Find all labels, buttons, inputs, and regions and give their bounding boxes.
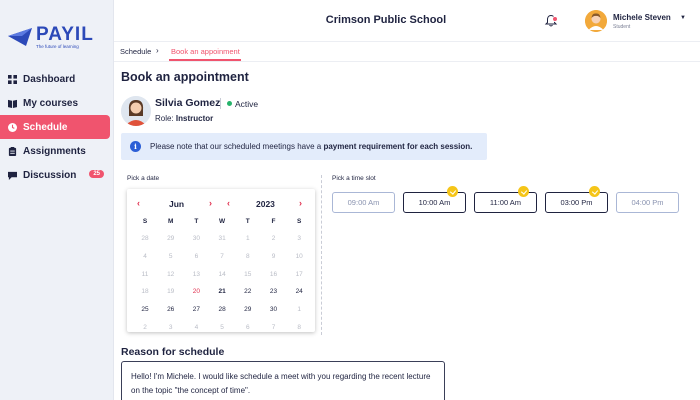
calendar-day[interactable]: 13 (192, 270, 200, 278)
breadcrumb-active-underline (169, 59, 241, 61)
weekday-label: T (245, 218, 250, 225)
page-title: Book an appointment (121, 70, 249, 84)
sidebar-item-dashboard[interactable] (0, 67, 114, 91)
grid-icon (8, 75, 17, 84)
calendar-day[interactable]: 9 (271, 252, 276, 260)
calendar-day[interactable]: 18 (141, 288, 149, 296)
breadcrumb-current[interactable]: Book an appoinment (171, 47, 240, 56)
sidebar-item-label: Dashboard (23, 73, 76, 85)
calendar-day[interactable]: 28 (141, 235, 149, 242)
calendar-day[interactable]: 6 (194, 252, 199, 260)
calendar-day[interactable]: 25 (141, 306, 149, 314)
time-slot-label: 09:00 Am (347, 198, 380, 207)
time-slot-label: 11:00 Am (489, 198, 522, 207)
user-portrait-icon (585, 10, 607, 32)
sidebar-item-label: Schedule (23, 121, 68, 133)
reason-textarea[interactable]: Hello! I'm Michele. I would like schedule a meet with you regarding the recent lecture on the topic "the concept of time". (121, 361, 445, 400)
calendar-day[interactable]: 8 (245, 252, 250, 260)
calendar-day[interactable]: 16 (269, 270, 278, 278)
time-slot-button[interactable] (403, 192, 466, 213)
calendar-day[interactable]: 23 (269, 288, 278, 296)
calendar-day[interactable]: 10 (295, 252, 303, 260)
calendar-day[interactable]: 22 (244, 288, 252, 296)
time-slot-button[interactable] (332, 192, 395, 213)
calendar-day[interactable]: 1 (297, 306, 301, 314)
clock-icon (8, 123, 17, 132)
sidebar-item-label: My courses (23, 97, 79, 109)
calendar-day[interactable]: 3 (168, 324, 173, 331)
available-check-icon (589, 186, 600, 197)
calendar-day[interactable]: 29 (167, 235, 175, 242)
next-month-chevron-icon[interactable]: › (209, 198, 212, 208)
next-year-chevron-icon[interactable]: › (299, 198, 302, 208)
notice-message: Please note that our scheduled meetings have a (150, 142, 324, 151)
calendar-day[interactable]: 31 (218, 235, 226, 242)
weekday-label: M (167, 218, 174, 225)
available-check-icon (518, 186, 529, 197)
calendar-day[interactable]: 12 (167, 270, 175, 278)
chat-icon (8, 171, 17, 180)
time-slot-button[interactable] (545, 192, 608, 213)
sidebar-item-label: Assignments (23, 145, 86, 157)
role-label: Role: (155, 114, 174, 123)
chevron-down-icon[interactable]: ▼ (680, 15, 686, 21)
calendar-day[interactable]: 11 (141, 270, 149, 278)
calendar-day[interactable]: 28 (218, 306, 226, 314)
calendar-day[interactable]: 4 (143, 252, 147, 260)
calendar-day[interactable]: 5 (168, 252, 173, 260)
brand-logo[interactable] (8, 22, 108, 52)
info-icon: i (130, 141, 141, 152)
pick-time-label: Pick a time slot (332, 175, 376, 182)
calendar-day[interactable]: 3 (297, 235, 301, 242)
time-slot-button[interactable] (616, 192, 679, 213)
prev-year-chevron-icon[interactable]: ‹ (227, 198, 230, 208)
calendar-day[interactable]: 26 (167, 306, 175, 314)
status-dot-icon (227, 101, 232, 106)
prev-month-chevron-icon[interactable]: ‹ (137, 198, 140, 208)
instructor-status: Active (235, 99, 259, 109)
calendar-day[interactable]: 2 (143, 324, 147, 331)
calendar-day[interactable]: 2 (271, 235, 276, 242)
user-name[interactable]: Michele Steven (613, 13, 671, 22)
calendar-day[interactable]: 30 (269, 306, 278, 314)
user-role: Student (613, 24, 631, 30)
calendar-year: 2023 (256, 199, 275, 209)
calendar-day[interactable]: 8 (297, 324, 301, 331)
calendar-day[interactable]: 27 (192, 306, 200, 314)
calendar-day[interactable]: 19 (167, 288, 175, 296)
sidebar-nav (0, 67, 114, 187)
breadcrumb-schedule-link[interactable]: Schedule (120, 47, 152, 56)
sidebar (0, 0, 114, 400)
sidebar-item-label: Discussion (23, 169, 77, 181)
brand-name: PAYIL (36, 24, 94, 45)
calendar-day[interactable]: 30 (192, 235, 200, 242)
calendar-day[interactable]: 24 (295, 288, 303, 296)
calendar-month: Jun (169, 199, 185, 209)
chevron-right-icon: › (156, 46, 159, 55)
sidebar-item-my-courses[interactable] (0, 91, 114, 115)
calendar-day[interactable]: 14 (218, 270, 226, 278)
date-picker-calendar (127, 189, 315, 332)
role-value: Instructor (175, 114, 214, 123)
divider (321, 175, 322, 335)
weekday-label: F (271, 218, 276, 225)
top-header (114, 0, 700, 42)
discussion-count-badge: 25 (89, 170, 104, 178)
divider (220, 98, 221, 109)
calendar-day[interactable]: 5 (220, 324, 224, 331)
reason-title: Reason for schedule (121, 346, 225, 358)
sidebar-item-discussion[interactable] (0, 163, 114, 187)
calendar-day[interactable]: 7 (271, 324, 276, 331)
notice-text (150, 142, 472, 151)
notice-bold: payment requirement for each session. (323, 142, 473, 151)
calendar-day[interactable]: 4 (194, 324, 199, 331)
notification-dot (552, 16, 558, 22)
sidebar-item-assignments[interactable] (0, 139, 114, 163)
available-check-icon (447, 186, 458, 197)
book-icon (8, 99, 17, 108)
calendar-day-selected[interactable]: 21 (212, 284, 232, 300)
instructor-role (155, 114, 213, 123)
clipboard-icon (8, 147, 17, 156)
instructor-portrait-icon (121, 96, 151, 126)
sidebar-item-schedule[interactable] (0, 115, 110, 139)
calendar-day[interactable]: 20 (192, 288, 200, 296)
time-slot-label: 04:00 Pm (631, 198, 664, 207)
instructor-avatar (121, 96, 151, 126)
weekday-label: T (194, 218, 199, 225)
weekday-label: S (297, 218, 302, 225)
payment-notice (121, 133, 487, 160)
weekday-label: S (142, 218, 148, 225)
brand-tagline: The future of learning (36, 44, 79, 49)
calendar-day[interactable]: 6 (245, 324, 250, 331)
instructor-name: Silvia Gomez (155, 97, 221, 109)
calendar-day[interactable]: 29 (244, 306, 252, 314)
time-slot-label: 03:00 Pm (560, 198, 593, 207)
calendar-day[interactable]: 15 (244, 270, 252, 278)
user-avatar[interactable] (585, 10, 607, 32)
pick-date-label: Pick a date (127, 175, 160, 182)
weekday-label: W (219, 218, 226, 225)
time-slot-label: 10:00 Am (418, 198, 451, 207)
breadcrumb (114, 43, 700, 62)
school-name: Crimson Public School (325, 14, 447, 26)
calendar-day[interactable]: 7 (220, 252, 224, 260)
calendar-day[interactable]: 1 (245, 235, 250, 242)
time-slot-button[interactable] (474, 192, 537, 213)
logo-mark-icon (8, 26, 34, 46)
calendar-day[interactable]: 17 (295, 270, 303, 278)
